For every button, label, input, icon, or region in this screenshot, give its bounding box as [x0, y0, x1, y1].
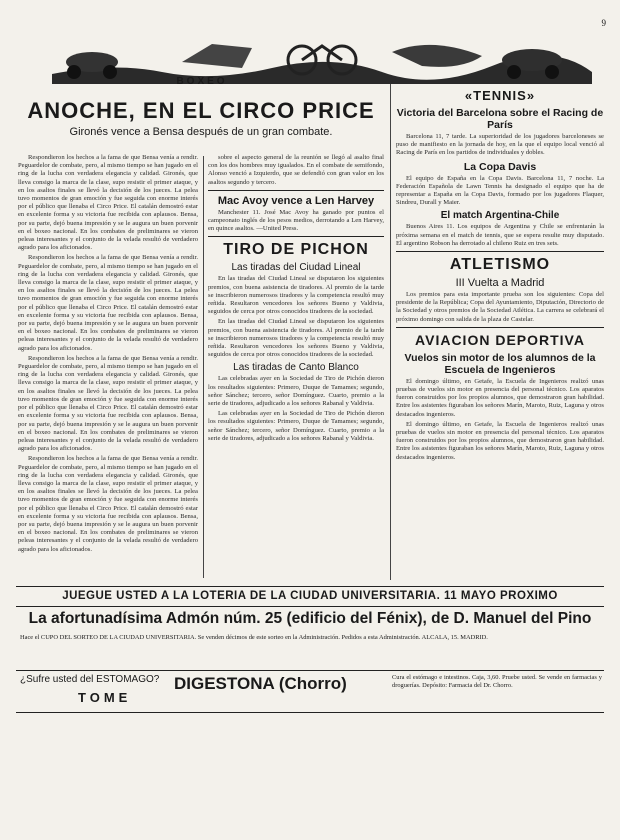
- section-aviacion: AVIACION DEPORTIVA: [415, 331, 585, 348]
- tiro-sub-ciudad-lineal: Las tiradas del Ciudad Lineal: [231, 262, 361, 274]
- ad-rule-bottom: [16, 712, 604, 713]
- tennis-match-body: Buenos Aires 11. Los equipos de Argentina y Chile se enfrentarán la próxima semana en el match de tennis, que se espera resulte muy disputado. El argentino Robson ha derrotado al chileno Ruiz en tres sets.: [396, 223, 604, 247]
- tennis-sub-match: El match Argentina-Chile: [440, 210, 560, 222]
- estomago-ad: ¿Sufre usted del ESTOMAGO?: [20, 674, 160, 685]
- atletismo-sub: III Vuelta a Madrid: [455, 277, 545, 290]
- tiro-body-2b: Las celebradas ayer en la Sociedad de Tiro de Pichón dieron los resultados siguientes: Primero, Duque de Tamames; segundo, señor Sánchez; tercero, señor Domínguez. Cuarto, premio a la serie de tiradores, adjudicado a los señores Rabanal y Valdivia.: [208, 410, 384, 442]
- aviacion-body: El domingo último, en Getafe, la Escuela de Ingenieros realizó unas pruebas de vuelos sin motor en presencia del personal técnico. Los aparatos fueron construidos por los propios alumnos, que demostraron gran habilidad. Entre los asistentes figuraban los señores Marín, Maroto, Ruiz, Laguna y otros destacados ingenieros.: [396, 377, 604, 418]
- boxeo-body-2: sobre el aspecto general de la reunión se llegó al asalto final con los dos hombres muy igualados. En el combate de semifondo, Alonso venció a Izquierdo, que se defendió con gran valor en los asaltos segundo y tercero.: [208, 154, 384, 186]
- boxeo-body-1b: Respondieron los hechos a la fama de que Bensa venía a rendir. Peguardelor de combate, pero, al mismo tiempo se han jugado en el ring de la lucha con verdadera elegancia y calidad. Gironés, que lleva consigo la marca de la clase, supo resistir el primer ataque, y en los asaltos finales se llevó la decisión de los jueces. La pelea tuvo momentos de gran emoción y fue seguida con enorme interés por el público que llenaba el Circo Price. El catalán demostró estar en excelente forma y su victoria fue recibida con aplausos. Bensa, por su parte, dejó buena impresión y se le augura un buen porvenir en el boxeo nacional. En los combates de preliminares se vieron peleas interesantes y el conjunto de la velada resultó de verdadero agrado para los aficionados.: [18, 254, 198, 352]
- column-divider: [203, 156, 204, 578]
- column-divider: [390, 84, 391, 580]
- rule: [396, 327, 604, 328]
- boxeo-column-2: [208, 154, 384, 580]
- boxeo-column-1: [18, 154, 198, 580]
- tiro-body-1b: En las tiradas del Ciudad Lineal se disputaron los siguientes premios, con buena asistencia de tiradores. Al premio de la tarde se inscribieron numerosos tiradores y la competencia resultó muy reñida. Resultaron vencedores los señores Bueno y Valdivia, seguidos de cerca por otros conocidos tiradores de la sociedad.: [208, 318, 384, 359]
- admin-headline: La afortunadísima Admón núm. 25 (edificio del Fénix), de D. Manuel del Pino: [28, 610, 592, 627]
- digestona-text: Cura el estómago e intestinos. Caja, 3,60. Pruebe usted. Se vende en farmacias y droguerías. Depósito: Farmacia del Dr. Chorro.: [392, 674, 602, 689]
- newspaper-page: [12, 14, 608, 832]
- tennis-sub-davis: La Copa Davis: [463, 160, 537, 173]
- macavoy-headline: Mac Avoy vence a Len Harvey: [217, 194, 375, 207]
- right-column: [396, 84, 604, 580]
- tome-ad: TOME: [78, 690, 132, 705]
- tiro-body-2: Las celebradas ayer en la Sociedad de Tiro de Pichón dieron los resultados siguientes: Primero, Duque de Tamames; segundo, señor Sánchez; tercero, señor Domínguez. Cuarto, premio a la serie de tiradores, adjudicado a los señores Rabanal y Valdivia.: [208, 375, 384, 408]
- loteria-banner: JUEGUE USTED A LA LOTERIA DE LA CIUDAD UNIVERSITARIA. 11 MAYO PROXIMO: [62, 590, 558, 602]
- section-atletismo: ATLETISMO: [449, 256, 551, 274]
- aviacion-body-b: El domingo último, en Getafe, la Escuela de Ingenieros realizó unas pruebas de vuelos sin motor en presencia del personal técnico. Los aparatos fueron construidos por los propios alumnos, que demostraron gran habilidad. Entre los asistentes figuraban los señores Marín, Maroto, Ruiz, Laguna y otros destacados ingenieros.: [396, 420, 604, 461]
- banner-illustration: [52, 32, 592, 84]
- tennis-body: Barcelona 11, 7 tarde. La superioridad de los jugadores barceloneses se puso de manifiesto en la jornada de hoy, en la que el equipo local venció al Racing de París en los partidos de individuales y dobles.: [396, 133, 604, 157]
- section-tennis: «TENNIS»: [464, 88, 536, 103]
- tiro-sub-canto-blanco: Las tiradas de Canto Blanco: [233, 362, 359, 374]
- tennis-davis-body: El equipo de España en la Copa Davis. Barcelona 11, 7 noche. La Federación Española de Lawn Tennis ha designado el equipo que ha de representar a España en la Copa Davis, formado por los jugadores Flaquer, Sindreu, Durall y Maier.: [396, 174, 604, 207]
- boxeo-headline: ANOCHE, EN EL CIRCO PRICE: [27, 98, 375, 123]
- boxeo-body-1: Respondieron los hechos a la fama de que Bensa venía a rendir. Peguardelor de combate, pero, al mismo tiempo se han jugado en el ring de la lucha con verdadera elegancia y calidad. Gironés, que lleva consigo la marca de la clase, supo resistir el primer ataque, y en los asaltos finales se llevó la decisión de los jueces. La pelea tuvo momentos de gran emoción y fue seguida con enorme interés por el público que llenaba el Circo Price. El catalán demostró estar en excelente forma y su victoria fue recibida con aplausos. Bensa, por su parte, dejó buena impresión y se le augura un buen porvenir en el boxeo nacional. En los combates de preliminares se vieron peleas interesantes y el conjunto de la velada resultó de verdadero agrado para los aficionados.: [18, 154, 198, 252]
- boxeo-body-1c: Respondieron los hechos a la fama de que Bensa venía a rendir. Peguardelor de combate, pero, al mismo tiempo se han jugado en el ring de la lucha con verdadera elegancia y calidad. Gironés, que lleva consigo la marca de la clase, supo resistir el primer ataque, y en los asaltos finales se llevó la decisión de los jueces. La pelea tuvo momentos de gran emoción y fue seguida con enorme interés por el público que llenaba el Circo Price. El catalán demostró estar en excelente forma y su victoria fue recibida con aplausos. Bensa, por su parte, dejó buena impresión y se le augura un buen porvenir en el boxeo nacional. En los combates de preliminares se vieron peleas interesantes y el conjunto de la velada resultó de verdadero agrado para los aficionados.: [18, 354, 198, 453]
- ad-rule: [16, 606, 604, 607]
- rule: [208, 190, 384, 191]
- boxeo-subhead: Gironés vence a Bensa después de un gran combate.: [69, 126, 333, 138]
- tiro-body-1: En las tiradas del Ciudad Lineal se disputaron los siguientes premios, con buena asistencia de tiradores. Al premio de la tarde se inscribieron numerosos tiradores y la competencia resultó muy reñida. Resultaron vencedores los señores Bueno y Valdivia, seguidos de cerca por otros conocidos tiradores de la sociedad.: [208, 275, 384, 316]
- digestona-ad: DIGESTONA (Chorro): [174, 674, 347, 693]
- admin-text: Hace el CUPO DEL SORTEO DE LA CIUDAD UNIVERSITARIA. Se venden décimos de este sorteo en la Administración. Pedidos a esta Administración. ALCALA, 15. MADRID.: [20, 634, 488, 641]
- boxeo-headline-block: [18, 98, 384, 158]
- aviacion-sub: Vuelos sin motor de los alumnos de la Escuela de Ingenieros: [404, 351, 596, 376]
- ad-rule: [16, 670, 604, 671]
- atletismo-body: Los premios para esta importante prueba son los siguientes: Copa del presidente de la República; Copa del Ayuntamiento, Diputación, Directorio de la Sociedad y otros premios de la Sociedad Atlética. La carrera se celebrará el próximo domingo con salida de la plaza de Castelar.: [396, 291, 604, 323]
- boxeo-body-1d: Respondieron los hechos a la fama de que Bensa venía a rendir. Peguardelor de combate, pero, al mismo tiempo se han jugado en el ring de la lucha con verdadera elegancia y calidad. Gironés, que lleva consigo la marca de la clase, supo resistir el primer ataque, y en los asaltos finales se llevó la decisión de los jueces. La pelea tuvo momentos de gran emoción y fue seguida con enorme interés por el público que llenaba el Circo Price. El catalán demostró estar en excelente forma y su victoria fue recibida con aplausos. Bensa, por su parte, dejó buena impresión y se le augura un buen porvenir en el boxeo nacional. En los combates de preliminares se vieron peleas interesantes y el conjunto de la velada resultó de verdadero agrado para los aficionados.: [18, 455, 198, 553]
- page-number: 9: [601, 18, 606, 28]
- section-boxeo: BOXEO: [176, 76, 228, 87]
- macavoy-body: Manchester 11. José Mac Avoy ha ganado por puntos el campeonato inglés de los pesos medios, derrotando a Len Harvey, en quince asaltos. —United Press.: [208, 208, 384, 233]
- ad-rule-top: [16, 586, 604, 587]
- tennis-headline: Victoria del Barcelona sobre el Racing de París: [396, 107, 604, 131]
- tiro-headline: TIRO DE PICHON: [223, 241, 369, 259]
- rule: [208, 236, 384, 237]
- sports-illustration-banner: [52, 32, 592, 84]
- rule: [396, 251, 604, 252]
